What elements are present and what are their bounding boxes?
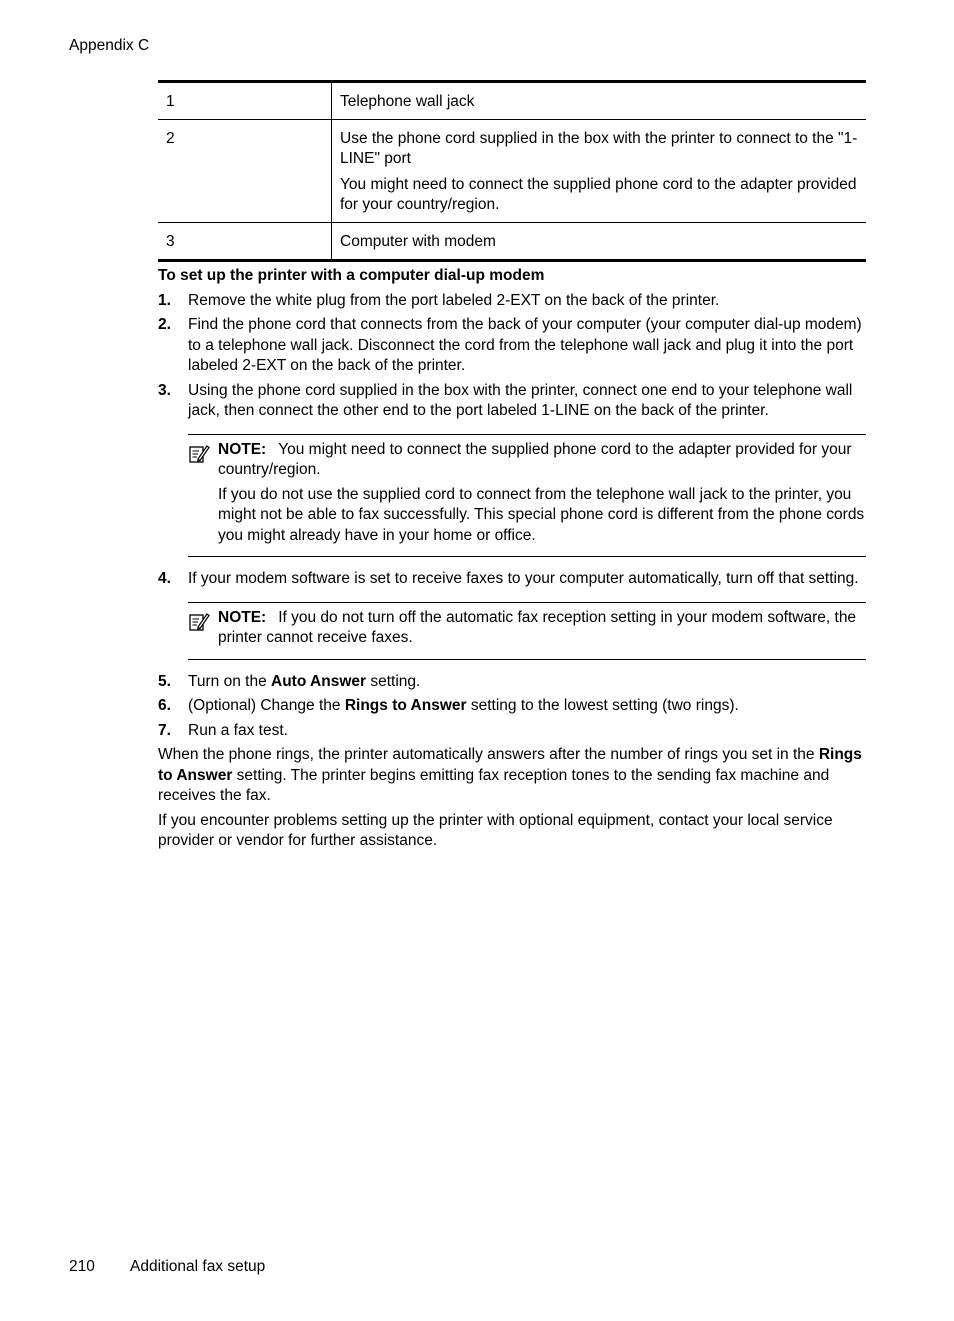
- main-content: [158, 266, 866, 852]
- table-row: [158, 120, 866, 223]
- note-text: You might need to connect the supplied phone cord to the adapter provided for your country/region.: [218, 440, 852, 478]
- step-text: [188, 673, 420, 690]
- step-number: 3.: [158, 381, 171, 399]
- cell-paragraph: You might need to connect the supplied phone cord to the adapter provided for your country/region.: [340, 176, 857, 213]
- list-item: [158, 569, 866, 660]
- step-text: [188, 697, 739, 714]
- setting-name: Rings to Answer: [158, 746, 862, 784]
- text-run: setting.: [366, 672, 421, 690]
- step-text: If your modem software is set to receive faxes to your computer automatically, turn off that setting.: [188, 570, 859, 587]
- setting-name: Rings to Answer: [344, 697, 467, 714]
- text-run: setting. The printer begins emitting fax reception tones to the sending fax machine and receives the fax.: [158, 766, 830, 804]
- note-box: [188, 434, 866, 558]
- running-footer: [69, 1258, 265, 1276]
- list-item: [158, 291, 866, 312]
- cell-paragraph: Telephone wall jack: [340, 93, 475, 110]
- procedure-title: To set up the printer with a computer dial-up modem: [158, 267, 545, 284]
- note-pencil-icon: [188, 443, 210, 465]
- page-number: 210: [69, 1258, 95, 1275]
- list-item: [158, 696, 866, 717]
- table-row: [158, 82, 866, 120]
- step-number: 4.: [158, 570, 171, 587]
- body-paragraph: [158, 745, 866, 807]
- step-text: Using the phone cord supplied in the box with the printer, connect one end to your telephone wall jack, then connect the other end to the port labeled 1-LINE on the back of the printer.: [188, 381, 853, 419]
- setting-name: Auto Answer: [271, 672, 367, 690]
- body-paragraph: If you encounter problems setting up the printer with optional equipment, contact your local service provider or vendor for further assistance.: [158, 811, 833, 849]
- table-row: [158, 223, 866, 261]
- table-cell-number: 2: [158, 120, 332, 223]
- step-text: Remove the white plug from the port labeled 2-EXT on the back of the printer.: [188, 291, 720, 309]
- list-item: [158, 315, 866, 377]
- cell-paragraph: Use the phone cord supplied in the box with the printer to connect to the "1-LINE" port: [340, 130, 858, 167]
- text-run: (Optional) Change the: [188, 697, 345, 714]
- text-run: Turn on the: [188, 672, 272, 690]
- cell-paragraph: Computer with modem: [340, 233, 496, 250]
- note-label: NOTE:: [218, 440, 267, 458]
- table-cell-number: 3: [158, 223, 332, 261]
- procedure-steps: [158, 291, 866, 742]
- step-number: 2.: [158, 316, 171, 333]
- text-run: setting to the lowest setting (two rings).: [466, 697, 739, 714]
- list-item: [158, 721, 866, 742]
- note-paragraph: [218, 440, 866, 481]
- table-cell-description: [332, 120, 867, 223]
- table-cell-description: [332, 82, 867, 120]
- note-paragraph: If you do not use the supplied cord to connect from the telephone wall jack to the printer, you might not be able to fax successfully. This special phone cord is different from the phone cords you might already have in your home or office.: [218, 485, 865, 544]
- running-header: Appendix C: [69, 37, 150, 54]
- step-number: 7.: [158, 721, 171, 739]
- note-label: NOTE:: [218, 608, 267, 626]
- list-item: [158, 672, 866, 693]
- text-run: When the phone rings, the printer automatically answers after the number of rings you set in the: [158, 746, 819, 763]
- step-number: 6.: [158, 697, 171, 714]
- note-text: If you do not turn off the automatic fax reception setting in your modem software, the printer cannot receive faxes.: [218, 608, 857, 646]
- note-box: [188, 602, 866, 660]
- note-pencil-icon: [188, 611, 210, 633]
- table-cell-description: [332, 223, 867, 261]
- footer-section-title: Additional fax setup: [130, 1258, 266, 1275]
- note-paragraph: [218, 608, 866, 649]
- table-cell-number: 1: [158, 82, 332, 120]
- step-text: Find the phone cord that connects from the back of your computer (your computer dial-up modem) to a telephone wall jack. Disconnect the cord from the telephone wall jack and plug it into the port labeled 2-EXT on the back of the printer.: [188, 316, 862, 374]
- step-text: Run a fax test.: [188, 721, 288, 739]
- step-number: 1.: [158, 291, 171, 309]
- legend-table: [158, 80, 866, 262]
- step-number: 5.: [158, 672, 171, 690]
- list-item: [158, 381, 866, 558]
